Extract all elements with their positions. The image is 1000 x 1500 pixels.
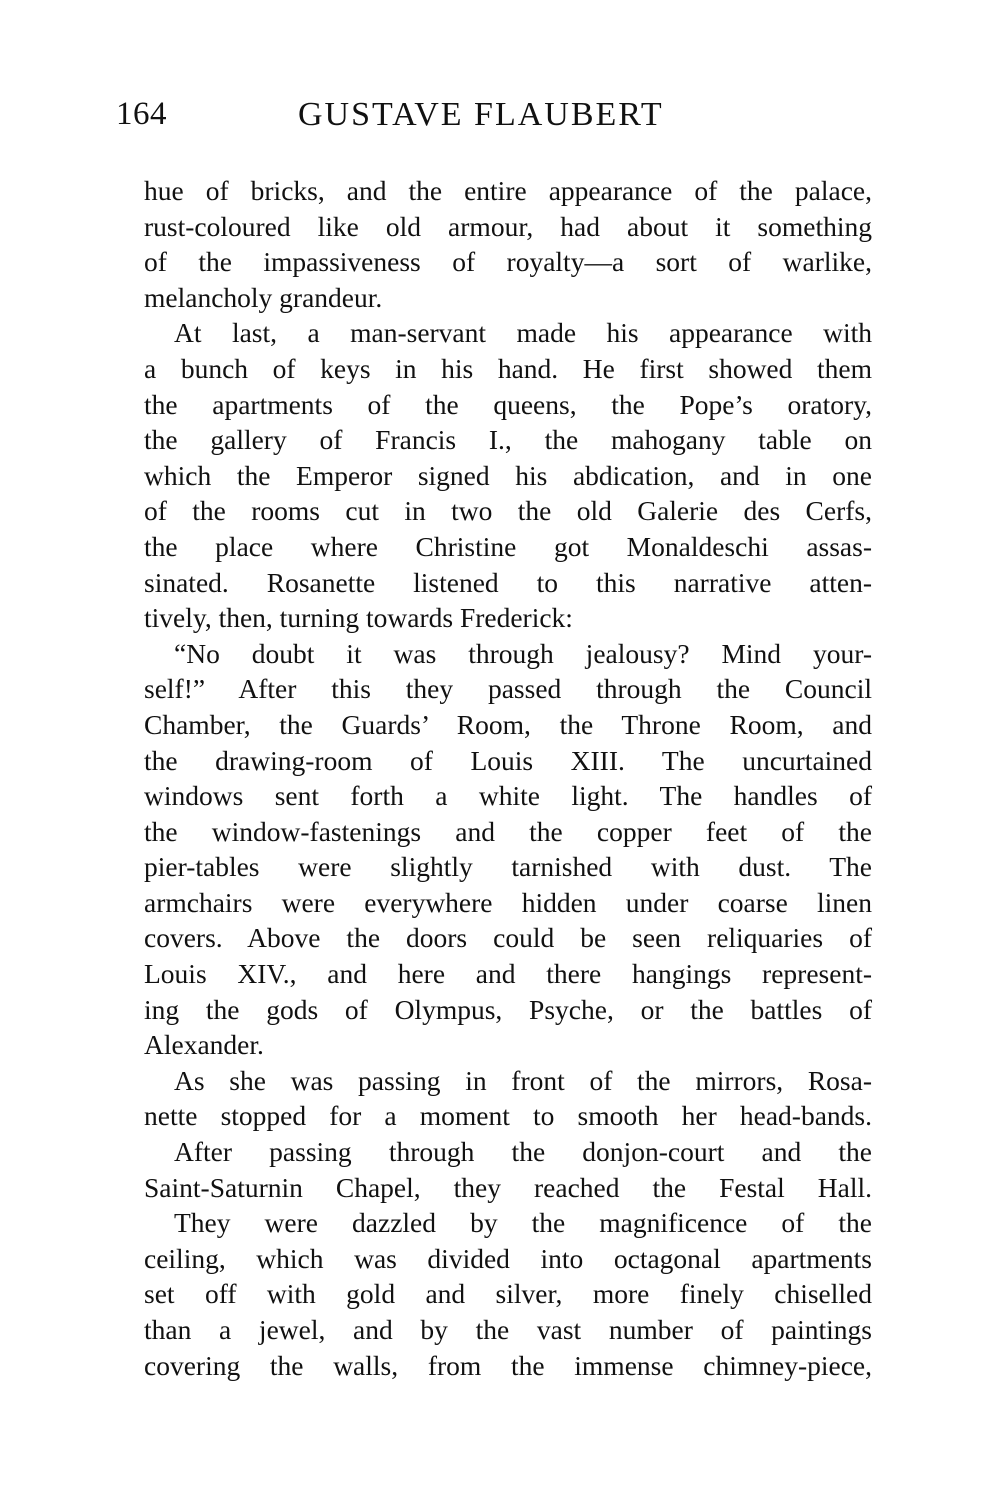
text-line: sinated. Rosanette listened to this narrative atten- <box>144 566 872 598</box>
text-line: the apartments of the queens, the Pope’s oratory, <box>144 388 872 420</box>
text-line: “No doubt it was through jealousy? Mind your- <box>174 637 872 669</box>
text-line: ceiling, which was divided into octagonal apartments <box>144 1242 872 1274</box>
text-line: ing the gods of Olympus, Psyche, or the battles of <box>144 993 872 1025</box>
body-text <box>144 173 872 1383</box>
text-line: After passing through the donjon-court and the <box>174 1136 872 1168</box>
text-line: armchairs were everywhere hidden under coarse linen <box>144 886 872 918</box>
text-line: pier-tables were slightly tarnished with dust. The <box>144 851 872 883</box>
text-line: covers. Above the doors could be seen reliquaries of <box>144 922 872 954</box>
text-line: Louis XIV., and here and there hangings represent- <box>144 958 872 990</box>
text-line: a bunch of keys in his hand. He first showed them <box>144 352 872 384</box>
text-line: tively, then, turning towards Frederick: <box>144 602 573 634</box>
text-line: which the Emperor signed his abdication, and in one <box>144 459 872 491</box>
page-header <box>0 96 1000 146</box>
text-line: Chamber, the Guards’ Room, the Throne Room, and <box>144 708 872 740</box>
text-line: rust-coloured like old armour, had about it something <box>144 210 872 242</box>
text-line: of the rooms cut in two the old Galerie des Cerfs, <box>144 495 872 527</box>
text-line: covering the walls, from the immense chimney-piece, <box>144 1349 872 1381</box>
text-line: the place where Christine got Monaldeschi assas- <box>144 530 872 562</box>
page-number: 164 <box>116 96 167 132</box>
text-line: self!” After this they passed through the Council <box>144 673 872 705</box>
text-line: the gallery of Francis I., the mahogany table on <box>144 424 872 456</box>
text-line: Alexander. <box>144 1029 264 1061</box>
text-line: set off with gold and silver, more finely chiselled <box>144 1278 872 1310</box>
text-line: Saint-Saturnin Chapel, they reached the Festal Hall. <box>144 1171 872 1203</box>
text-line: melancholy grandeur. <box>144 281 383 313</box>
text-line: As she was passing in front of the mirrors, Rosa- <box>174 1064 872 1096</box>
text-line: windows sent forth a white light. The handles of <box>144 780 872 812</box>
text-line: nette stopped for a moment to smooth her head-bands. <box>144 1100 872 1132</box>
text-line: They were dazzled by the magnificence of the <box>174 1207 872 1239</box>
text-line: hue of bricks, and the entire appearance of the palace, <box>144 175 872 206</box>
text-line: the drawing-room of Louis XIII. The uncurtained <box>144 744 872 776</box>
text-line: the window-fastenings and the copper feet of the <box>144 815 872 847</box>
text-line: than a jewel, and by the vast number of paintings <box>144 1314 872 1345</box>
text-line: At last, a man-servant made his appearance with <box>174 317 872 349</box>
running-title: GUSTAVE FLAUBERT <box>298 96 664 133</box>
text-line: of the impassiveness of royalty—a sort of warlike, <box>144 246 872 278</box>
